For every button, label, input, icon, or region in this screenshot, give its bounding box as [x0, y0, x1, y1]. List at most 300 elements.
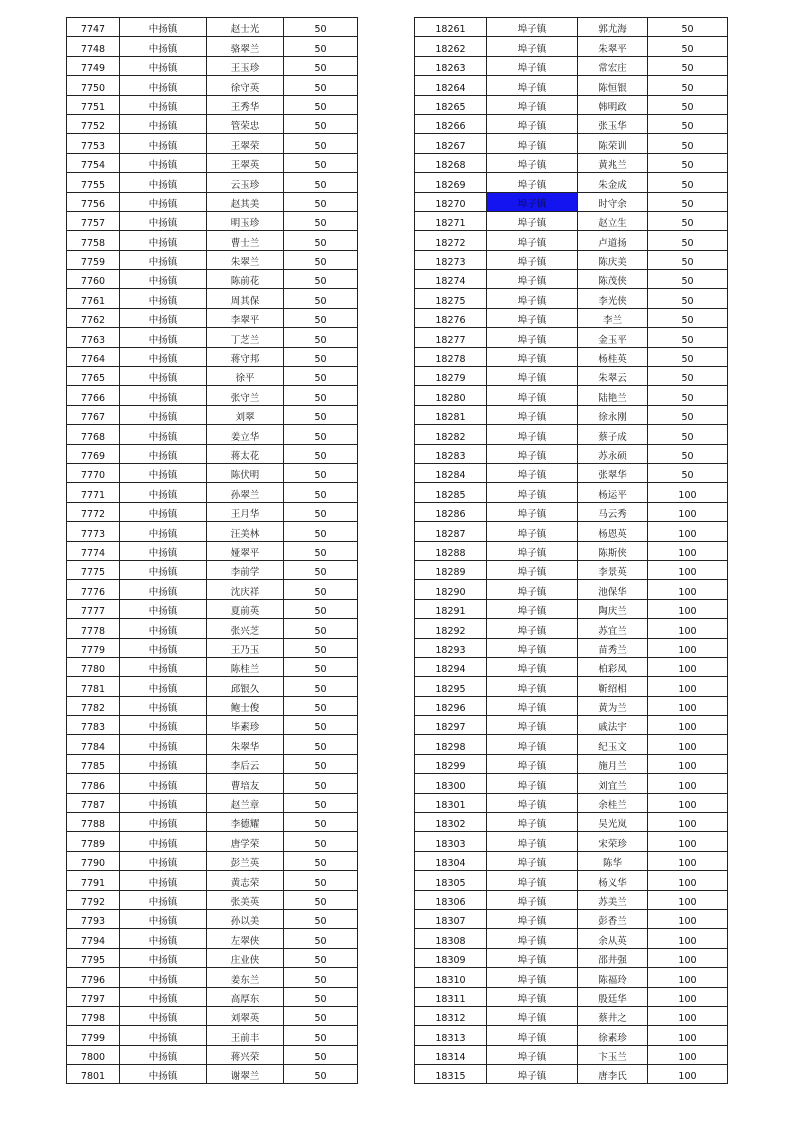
amount-cell[interactable]: 50: [648, 463, 728, 482]
town-cell[interactable]: 中扬镇: [120, 502, 207, 521]
serial-number-cell[interactable]: 7766: [67, 386, 120, 405]
amount-cell[interactable]: 50: [284, 134, 358, 153]
name-cell[interactable]: 赵士光: [207, 18, 284, 37]
serial-number-cell[interactable]: 7790: [67, 851, 120, 870]
serial-number-cell[interactable]: 18279: [415, 367, 487, 386]
name-cell[interactable]: 徐素珍: [578, 1026, 648, 1045]
town-cell[interactable]: 中扬镇: [120, 968, 207, 987]
amount-cell[interactable]: 100: [648, 560, 728, 579]
name-cell[interactable]: 毕素珍: [207, 716, 284, 735]
town-cell[interactable]: 中扬镇: [120, 444, 207, 463]
name-cell[interactable]: 宋荣珍: [578, 832, 648, 851]
amount-cell[interactable]: 50: [284, 463, 358, 482]
town-cell[interactable]: 埠子镇: [487, 37, 578, 56]
town-cell[interactable]: 埠子镇: [487, 696, 578, 715]
amount-cell[interactable]: 50: [284, 56, 358, 75]
serial-number-cell[interactable]: 7754: [67, 153, 120, 172]
name-cell[interactable]: 李景英: [578, 560, 648, 579]
town-cell[interactable]: 中扬镇: [120, 134, 207, 153]
town-cell[interactable]: 中扬镇: [120, 153, 207, 172]
amount-cell[interactable]: 50: [284, 192, 358, 211]
amount-cell[interactable]: 50: [284, 37, 358, 56]
amount-cell[interactable]: 100: [648, 638, 728, 657]
serial-number-cell[interactable]: 7791: [67, 871, 120, 890]
amount-cell[interactable]: 50: [648, 114, 728, 133]
amount-cell[interactable]: 100: [648, 502, 728, 521]
serial-number-cell[interactable]: 18282: [415, 425, 487, 444]
name-cell[interactable]: 朱翠云: [578, 367, 648, 386]
name-cell[interactable]: 朱金成: [578, 173, 648, 192]
town-cell[interactable]: 埠子镇: [487, 308, 578, 327]
serial-number-cell[interactable]: 18315: [415, 1065, 487, 1084]
town-cell[interactable]: 埠子镇: [487, 987, 578, 1006]
amount-cell[interactable]: 50: [284, 347, 358, 366]
amount-cell[interactable]: 50: [284, 1065, 358, 1084]
amount-cell[interactable]: 50: [284, 211, 358, 230]
serial-number-cell[interactable]: 7764: [67, 347, 120, 366]
amount-cell[interactable]: 50: [648, 250, 728, 269]
serial-number-cell[interactable]: 7773: [67, 522, 120, 541]
name-cell[interactable]: 时守余: [578, 192, 648, 211]
amount-cell[interactable]: 50: [284, 890, 358, 909]
amount-cell[interactable]: 50: [284, 405, 358, 424]
serial-number-cell[interactable]: 7783: [67, 716, 120, 735]
name-cell[interactable]: 纪玉文: [578, 735, 648, 754]
serial-number-cell[interactable]: 7797: [67, 987, 120, 1006]
name-cell[interactable]: 徐守英: [207, 76, 284, 95]
amount-cell[interactable]: 100: [648, 483, 728, 502]
serial-number-cell[interactable]: 7748: [67, 37, 120, 56]
serial-number-cell[interactable]: 7753: [67, 134, 120, 153]
name-cell[interactable]: 余从英: [578, 929, 648, 948]
serial-number-cell[interactable]: 7801: [67, 1065, 120, 1084]
name-cell[interactable]: 刘翠英: [207, 1006, 284, 1025]
name-cell[interactable]: 谢翠兰: [207, 1065, 284, 1084]
town-cell[interactable]: 埠子镇: [487, 502, 578, 521]
amount-cell[interactable]: 50: [284, 541, 358, 560]
serial-number-cell[interactable]: 18309: [415, 948, 487, 967]
town-cell[interactable]: 埠子镇: [487, 1026, 578, 1045]
serial-number-cell[interactable]: 7799: [67, 1026, 120, 1045]
serial-number-cell[interactable]: 18302: [415, 813, 487, 832]
town-cell[interactable]: 中扬镇: [120, 793, 207, 812]
name-cell[interactable]: 金玉平: [578, 328, 648, 347]
name-cell[interactable]: 吴光岚: [578, 813, 648, 832]
town-cell[interactable]: 埠子镇: [487, 851, 578, 870]
amount-cell[interactable]: 50: [284, 153, 358, 172]
town-cell[interactable]: 中扬镇: [120, 619, 207, 638]
amount-cell[interactable]: 100: [648, 735, 728, 754]
name-cell[interactable]: 李后云: [207, 754, 284, 773]
name-cell[interactable]: 明玉珍: [207, 211, 284, 230]
name-cell[interactable]: 杨运平: [578, 483, 648, 502]
amount-cell[interactable]: 50: [284, 308, 358, 327]
amount-cell[interactable]: 50: [648, 386, 728, 405]
amount-cell[interactable]: 100: [648, 754, 728, 773]
name-cell[interactable]: 朱翠平: [578, 37, 648, 56]
amount-cell[interactable]: 50: [284, 774, 358, 793]
serial-number-cell[interactable]: 7757: [67, 211, 120, 230]
serial-number-cell[interactable]: 18290: [415, 580, 487, 599]
serial-number-cell[interactable]: 7758: [67, 231, 120, 250]
name-cell[interactable]: 黄志荣: [207, 871, 284, 890]
town-cell[interactable]: 埠子镇: [487, 968, 578, 987]
serial-number-cell[interactable]: 7794: [67, 929, 120, 948]
amount-cell[interactable]: 50: [648, 153, 728, 172]
serial-number-cell[interactable]: 18307: [415, 909, 487, 928]
serial-number-cell[interactable]: 18280: [415, 386, 487, 405]
town-cell[interactable]: 埠子镇: [487, 56, 578, 75]
town-cell[interactable]: 埠子镇: [487, 948, 578, 967]
serial-number-cell[interactable]: 7747: [67, 18, 120, 37]
amount-cell[interactable]: 100: [648, 948, 728, 967]
town-cell[interactable]: 埠子镇: [487, 114, 578, 133]
town-cell[interactable]: 埠子镇: [487, 793, 578, 812]
town-cell[interactable]: 中扬镇: [120, 890, 207, 909]
town-cell[interactable]: 中扬镇: [120, 696, 207, 715]
amount-cell[interactable]: 50: [648, 37, 728, 56]
serial-number-cell[interactable]: 18262: [415, 37, 487, 56]
town-cell[interactable]: 埠子镇: [487, 909, 578, 928]
town-cell[interactable]: 埠子镇: [487, 929, 578, 948]
town-cell[interactable]: 埠子镇: [487, 677, 578, 696]
name-cell[interactable]: 李德耀: [207, 813, 284, 832]
amount-cell[interactable]: 50: [284, 948, 358, 967]
amount-cell[interactable]: 50: [284, 851, 358, 870]
name-cell[interactable]: 苗秀兰: [578, 638, 648, 657]
name-cell[interactable]: 彭香兰: [578, 909, 648, 928]
amount-cell[interactable]: 50: [648, 192, 728, 211]
serial-number-cell[interactable]: 7755: [67, 173, 120, 192]
name-cell[interactable]: 周其保: [207, 289, 284, 308]
amount-cell[interactable]: 50: [284, 1006, 358, 1025]
town-cell[interactable]: 埠子镇: [487, 192, 578, 211]
name-cell[interactable]: 蒋兴荣: [207, 1045, 284, 1064]
town-cell[interactable]: 埠子镇: [487, 76, 578, 95]
name-cell[interactable]: 张兴芝: [207, 619, 284, 638]
name-cell[interactable]: 邱银久: [207, 677, 284, 696]
town-cell[interactable]: 中扬镇: [120, 270, 207, 289]
name-cell[interactable]: 余桂兰: [578, 793, 648, 812]
serial-number-cell[interactable]: 7749: [67, 56, 120, 75]
amount-cell[interactable]: 50: [284, 909, 358, 928]
amount-cell[interactable]: 50: [284, 114, 358, 133]
name-cell[interactable]: 陈华: [578, 851, 648, 870]
serial-number-cell[interactable]: 18308: [415, 929, 487, 948]
serial-number-cell[interactable]: 18311: [415, 987, 487, 1006]
name-cell[interactable]: 李翠平: [207, 308, 284, 327]
serial-number-cell[interactable]: 18269: [415, 173, 487, 192]
serial-number-cell[interactable]: 7765: [67, 367, 120, 386]
town-cell[interactable]: 埠子镇: [487, 832, 578, 851]
town-cell[interactable]: 中扬镇: [120, 716, 207, 735]
name-cell[interactable]: 李兰: [578, 308, 648, 327]
serial-number-cell[interactable]: 18288: [415, 541, 487, 560]
amount-cell[interactable]: 50: [284, 754, 358, 773]
serial-number-cell[interactable]: 7775: [67, 560, 120, 579]
serial-number-cell[interactable]: 7787: [67, 793, 120, 812]
amount-cell[interactable]: 50: [648, 95, 728, 114]
amount-cell[interactable]: 100: [648, 619, 728, 638]
name-cell[interactable]: 左翠侠: [207, 929, 284, 948]
amount-cell[interactable]: 100: [648, 832, 728, 851]
town-cell[interactable]: 中扬镇: [120, 929, 207, 948]
town-cell[interactable]: 中扬镇: [120, 76, 207, 95]
name-cell[interactable]: 朱翠兰: [207, 250, 284, 269]
serial-number-cell[interactable]: 18271: [415, 211, 487, 230]
serial-number-cell[interactable]: 18300: [415, 774, 487, 793]
serial-number-cell[interactable]: 18281: [415, 405, 487, 424]
town-cell[interactable]: 中扬镇: [120, 832, 207, 851]
amount-cell[interactable]: 100: [648, 851, 728, 870]
amount-cell[interactable]: 50: [648, 56, 728, 75]
amount-cell[interactable]: 100: [648, 987, 728, 1006]
serial-number-cell[interactable]: 18274: [415, 270, 487, 289]
serial-number-cell[interactable]: 18270: [415, 192, 487, 211]
name-cell[interactable]: 苏永硕: [578, 444, 648, 463]
amount-cell[interactable]: 100: [648, 793, 728, 812]
town-cell[interactable]: 中扬镇: [120, 1026, 207, 1045]
name-cell[interactable]: 陈恒银: [578, 76, 648, 95]
amount-cell[interactable]: 50: [284, 677, 358, 696]
name-cell[interactable]: 苏宜兰: [578, 619, 648, 638]
town-cell[interactable]: 埠子镇: [487, 1006, 578, 1025]
town-cell[interactable]: 埠子镇: [487, 619, 578, 638]
town-cell[interactable]: 埠子镇: [487, 871, 578, 890]
amount-cell[interactable]: 50: [284, 231, 358, 250]
town-cell[interactable]: 中扬镇: [120, 813, 207, 832]
serial-number-cell[interactable]: 7776: [67, 580, 120, 599]
town-cell[interactable]: 中扬镇: [120, 580, 207, 599]
amount-cell[interactable]: 100: [648, 1026, 728, 1045]
serial-number-cell[interactable]: 7756: [67, 192, 120, 211]
serial-number-cell[interactable]: 7770: [67, 463, 120, 482]
town-cell[interactable]: 中扬镇: [120, 192, 207, 211]
amount-cell[interactable]: 50: [284, 735, 358, 754]
town-cell[interactable]: 埠子镇: [487, 890, 578, 909]
serial-number-cell[interactable]: 7763: [67, 328, 120, 347]
town-cell[interactable]: 中扬镇: [120, 1045, 207, 1064]
name-cell[interactable]: 王月华: [207, 502, 284, 521]
town-cell[interactable]: 中扬镇: [120, 599, 207, 618]
name-cell[interactable]: 杨恩英: [578, 522, 648, 541]
amount-cell[interactable]: 50: [284, 18, 358, 37]
amount-cell[interactable]: 50: [648, 289, 728, 308]
town-cell[interactable]: 埠子镇: [487, 813, 578, 832]
serial-number-cell[interactable]: 18313: [415, 1026, 487, 1045]
amount-cell[interactable]: 50: [648, 444, 728, 463]
amount-cell[interactable]: 50: [284, 968, 358, 987]
amount-cell[interactable]: 50: [284, 76, 358, 95]
serial-number-cell[interactable]: 18276: [415, 308, 487, 327]
name-cell[interactable]: 姜东兰: [207, 968, 284, 987]
name-cell[interactable]: 云玉珍: [207, 173, 284, 192]
town-cell[interactable]: 中扬镇: [120, 173, 207, 192]
amount-cell[interactable]: 50: [648, 425, 728, 444]
amount-cell[interactable]: 50: [284, 289, 358, 308]
serial-number-cell[interactable]: 18287: [415, 522, 487, 541]
town-cell[interactable]: 中扬镇: [120, 211, 207, 230]
name-cell[interactable]: 唐学荣: [207, 832, 284, 851]
name-cell[interactable]: 陈伏明: [207, 463, 284, 482]
serial-number-cell[interactable]: 18294: [415, 657, 487, 676]
serial-number-cell[interactable]: 18305: [415, 871, 487, 890]
name-cell[interactable]: 黄为兰: [578, 696, 648, 715]
amount-cell[interactable]: 50: [648, 18, 728, 37]
amount-cell[interactable]: 50: [284, 328, 358, 347]
amount-cell[interactable]: 50: [284, 270, 358, 289]
town-cell[interactable]: 埠子镇: [487, 250, 578, 269]
serial-number-cell[interactable]: 18297: [415, 716, 487, 735]
name-cell[interactable]: 邵井强: [578, 948, 648, 967]
serial-number-cell[interactable]: 7751: [67, 95, 120, 114]
town-cell[interactable]: 中扬镇: [120, 541, 207, 560]
serial-number-cell[interactable]: 18275: [415, 289, 487, 308]
serial-number-cell[interactable]: 18304: [415, 851, 487, 870]
serial-number-cell[interactable]: 18284: [415, 463, 487, 482]
name-cell[interactable]: 韩明政: [578, 95, 648, 114]
serial-number-cell[interactable]: 7767: [67, 405, 120, 424]
serial-number-cell[interactable]: 18273: [415, 250, 487, 269]
name-cell[interactable]: 高厚东: [207, 987, 284, 1006]
amount-cell[interactable]: 50: [648, 308, 728, 327]
name-cell[interactable]: 孙翠兰: [207, 483, 284, 502]
town-cell[interactable]: 埠子镇: [487, 367, 578, 386]
amount-cell[interactable]: 50: [648, 347, 728, 366]
name-cell[interactable]: 黄兆兰: [578, 153, 648, 172]
amount-cell[interactable]: 100: [648, 580, 728, 599]
name-cell[interactable]: 殷廷华: [578, 987, 648, 1006]
amount-cell[interactable]: 50: [284, 599, 358, 618]
town-cell[interactable]: 中扬镇: [120, 871, 207, 890]
name-cell[interactable]: 池保华: [578, 580, 648, 599]
amount-cell[interactable]: 50: [284, 386, 358, 405]
name-cell[interactable]: 张玉华: [578, 114, 648, 133]
serial-number-cell[interactable]: 7772: [67, 502, 120, 521]
amount-cell[interactable]: 100: [648, 1045, 728, 1064]
amount-cell[interactable]: 50: [284, 483, 358, 502]
amount-cell[interactable]: 100: [648, 696, 728, 715]
town-cell[interactable]: 埠子镇: [487, 18, 578, 37]
serial-number-cell[interactable]: 18272: [415, 231, 487, 250]
serial-number-cell[interactable]: 7795: [67, 948, 120, 967]
name-cell[interactable]: 沈庆祥: [207, 580, 284, 599]
town-cell[interactable]: 中扬镇: [120, 37, 207, 56]
amount-cell[interactable]: 50: [648, 270, 728, 289]
serial-number-cell[interactable]: 18268: [415, 153, 487, 172]
town-cell[interactable]: 埠子镇: [487, 599, 578, 618]
serial-number-cell[interactable]: 18277: [415, 328, 487, 347]
amount-cell[interactable]: 100: [648, 522, 728, 541]
serial-number-cell[interactable]: 7788: [67, 813, 120, 832]
name-cell[interactable]: 李光侠: [578, 289, 648, 308]
amount-cell[interactable]: 50: [284, 173, 358, 192]
town-cell[interactable]: 中扬镇: [120, 347, 207, 366]
serial-number-cell[interactable]: 7771: [67, 483, 120, 502]
serial-number-cell[interactable]: 18292: [415, 619, 487, 638]
serial-number-cell[interactable]: 18286: [415, 502, 487, 521]
serial-number-cell[interactable]: 18298: [415, 735, 487, 754]
serial-number-cell[interactable]: 18296: [415, 696, 487, 715]
serial-number-cell[interactable]: 7777: [67, 599, 120, 618]
town-cell[interactable]: 中扬镇: [120, 328, 207, 347]
amount-cell[interactable]: 50: [284, 832, 358, 851]
serial-number-cell[interactable]: 18310: [415, 968, 487, 987]
serial-number-cell[interactable]: 18283: [415, 444, 487, 463]
town-cell[interactable]: 中扬镇: [120, 735, 207, 754]
name-cell[interactable]: 庄业侠: [207, 948, 284, 967]
name-cell[interactable]: 张翠华: [578, 463, 648, 482]
amount-cell[interactable]: 100: [648, 871, 728, 890]
amount-cell[interactable]: 50: [648, 328, 728, 347]
amount-cell[interactable]: 50: [284, 425, 358, 444]
name-cell[interactable]: 蔡子成: [578, 425, 648, 444]
name-cell[interactable]: 孙以美: [207, 909, 284, 928]
name-cell[interactable]: 张美英: [207, 890, 284, 909]
serial-number-cell[interactable]: 7782: [67, 696, 120, 715]
amount-cell[interactable]: 50: [284, 560, 358, 579]
name-cell[interactable]: 施月兰: [578, 754, 648, 773]
serial-number-cell[interactable]: 7761: [67, 289, 120, 308]
name-cell[interactable]: 陈茂侠: [578, 270, 648, 289]
town-cell[interactable]: 埠子镇: [487, 774, 578, 793]
town-cell[interactable]: 埠子镇: [487, 754, 578, 773]
amount-cell[interactable]: 50: [648, 211, 728, 230]
name-cell[interactable]: 陈桂兰: [207, 657, 284, 676]
amount-cell[interactable]: 50: [284, 522, 358, 541]
town-cell[interactable]: 埠子镇: [487, 211, 578, 230]
town-cell[interactable]: 中扬镇: [120, 560, 207, 579]
amount-cell[interactable]: 100: [648, 677, 728, 696]
town-cell[interactable]: 埠子镇: [487, 483, 578, 502]
amount-cell[interactable]: 50: [284, 638, 358, 657]
amount-cell[interactable]: 100: [648, 909, 728, 928]
amount-cell[interactable]: 100: [648, 657, 728, 676]
name-cell[interactable]: 杨义华: [578, 871, 648, 890]
town-cell[interactable]: 埠子镇: [487, 405, 578, 424]
name-cell[interactable]: 常宏庄: [578, 56, 648, 75]
serial-number-cell[interactable]: 7796: [67, 968, 120, 987]
serial-number-cell[interactable]: 18303: [415, 832, 487, 851]
name-cell[interactable]: 陈前花: [207, 270, 284, 289]
amount-cell[interactable]: 100: [648, 968, 728, 987]
town-cell[interactable]: 埠子镇: [487, 328, 578, 347]
amount-cell[interactable]: 100: [648, 774, 728, 793]
town-cell[interactable]: 埠子镇: [487, 716, 578, 735]
serial-number-cell[interactable]: 7762: [67, 308, 120, 327]
amount-cell[interactable]: 50: [284, 1045, 358, 1064]
serial-number-cell[interactable]: 18263: [415, 56, 487, 75]
name-cell[interactable]: 陈庆美: [578, 250, 648, 269]
amount-cell[interactable]: 100: [648, 599, 728, 618]
amount-cell[interactable]: 100: [648, 1006, 728, 1025]
town-cell[interactable]: 埠子镇: [487, 1065, 578, 1084]
amount-cell[interactable]: 50: [648, 134, 728, 153]
serial-number-cell[interactable]: 7768: [67, 425, 120, 444]
serial-number-cell[interactable]: 7769: [67, 444, 120, 463]
town-cell[interactable]: 埠子镇: [487, 580, 578, 599]
name-cell[interactable]: 赵立生: [578, 211, 648, 230]
town-cell[interactable]: 埠子镇: [487, 270, 578, 289]
serial-number-cell[interactable]: 18314: [415, 1045, 487, 1064]
serial-number-cell[interactable]: 7774: [67, 541, 120, 560]
town-cell[interactable]: 中扬镇: [120, 18, 207, 37]
name-cell[interactable]: 蒋太花: [207, 444, 284, 463]
town-cell[interactable]: 中扬镇: [120, 425, 207, 444]
amount-cell[interactable]: 50: [284, 250, 358, 269]
serial-number-cell[interactable]: 7793: [67, 909, 120, 928]
name-cell[interactable]: 刘翠: [207, 405, 284, 424]
